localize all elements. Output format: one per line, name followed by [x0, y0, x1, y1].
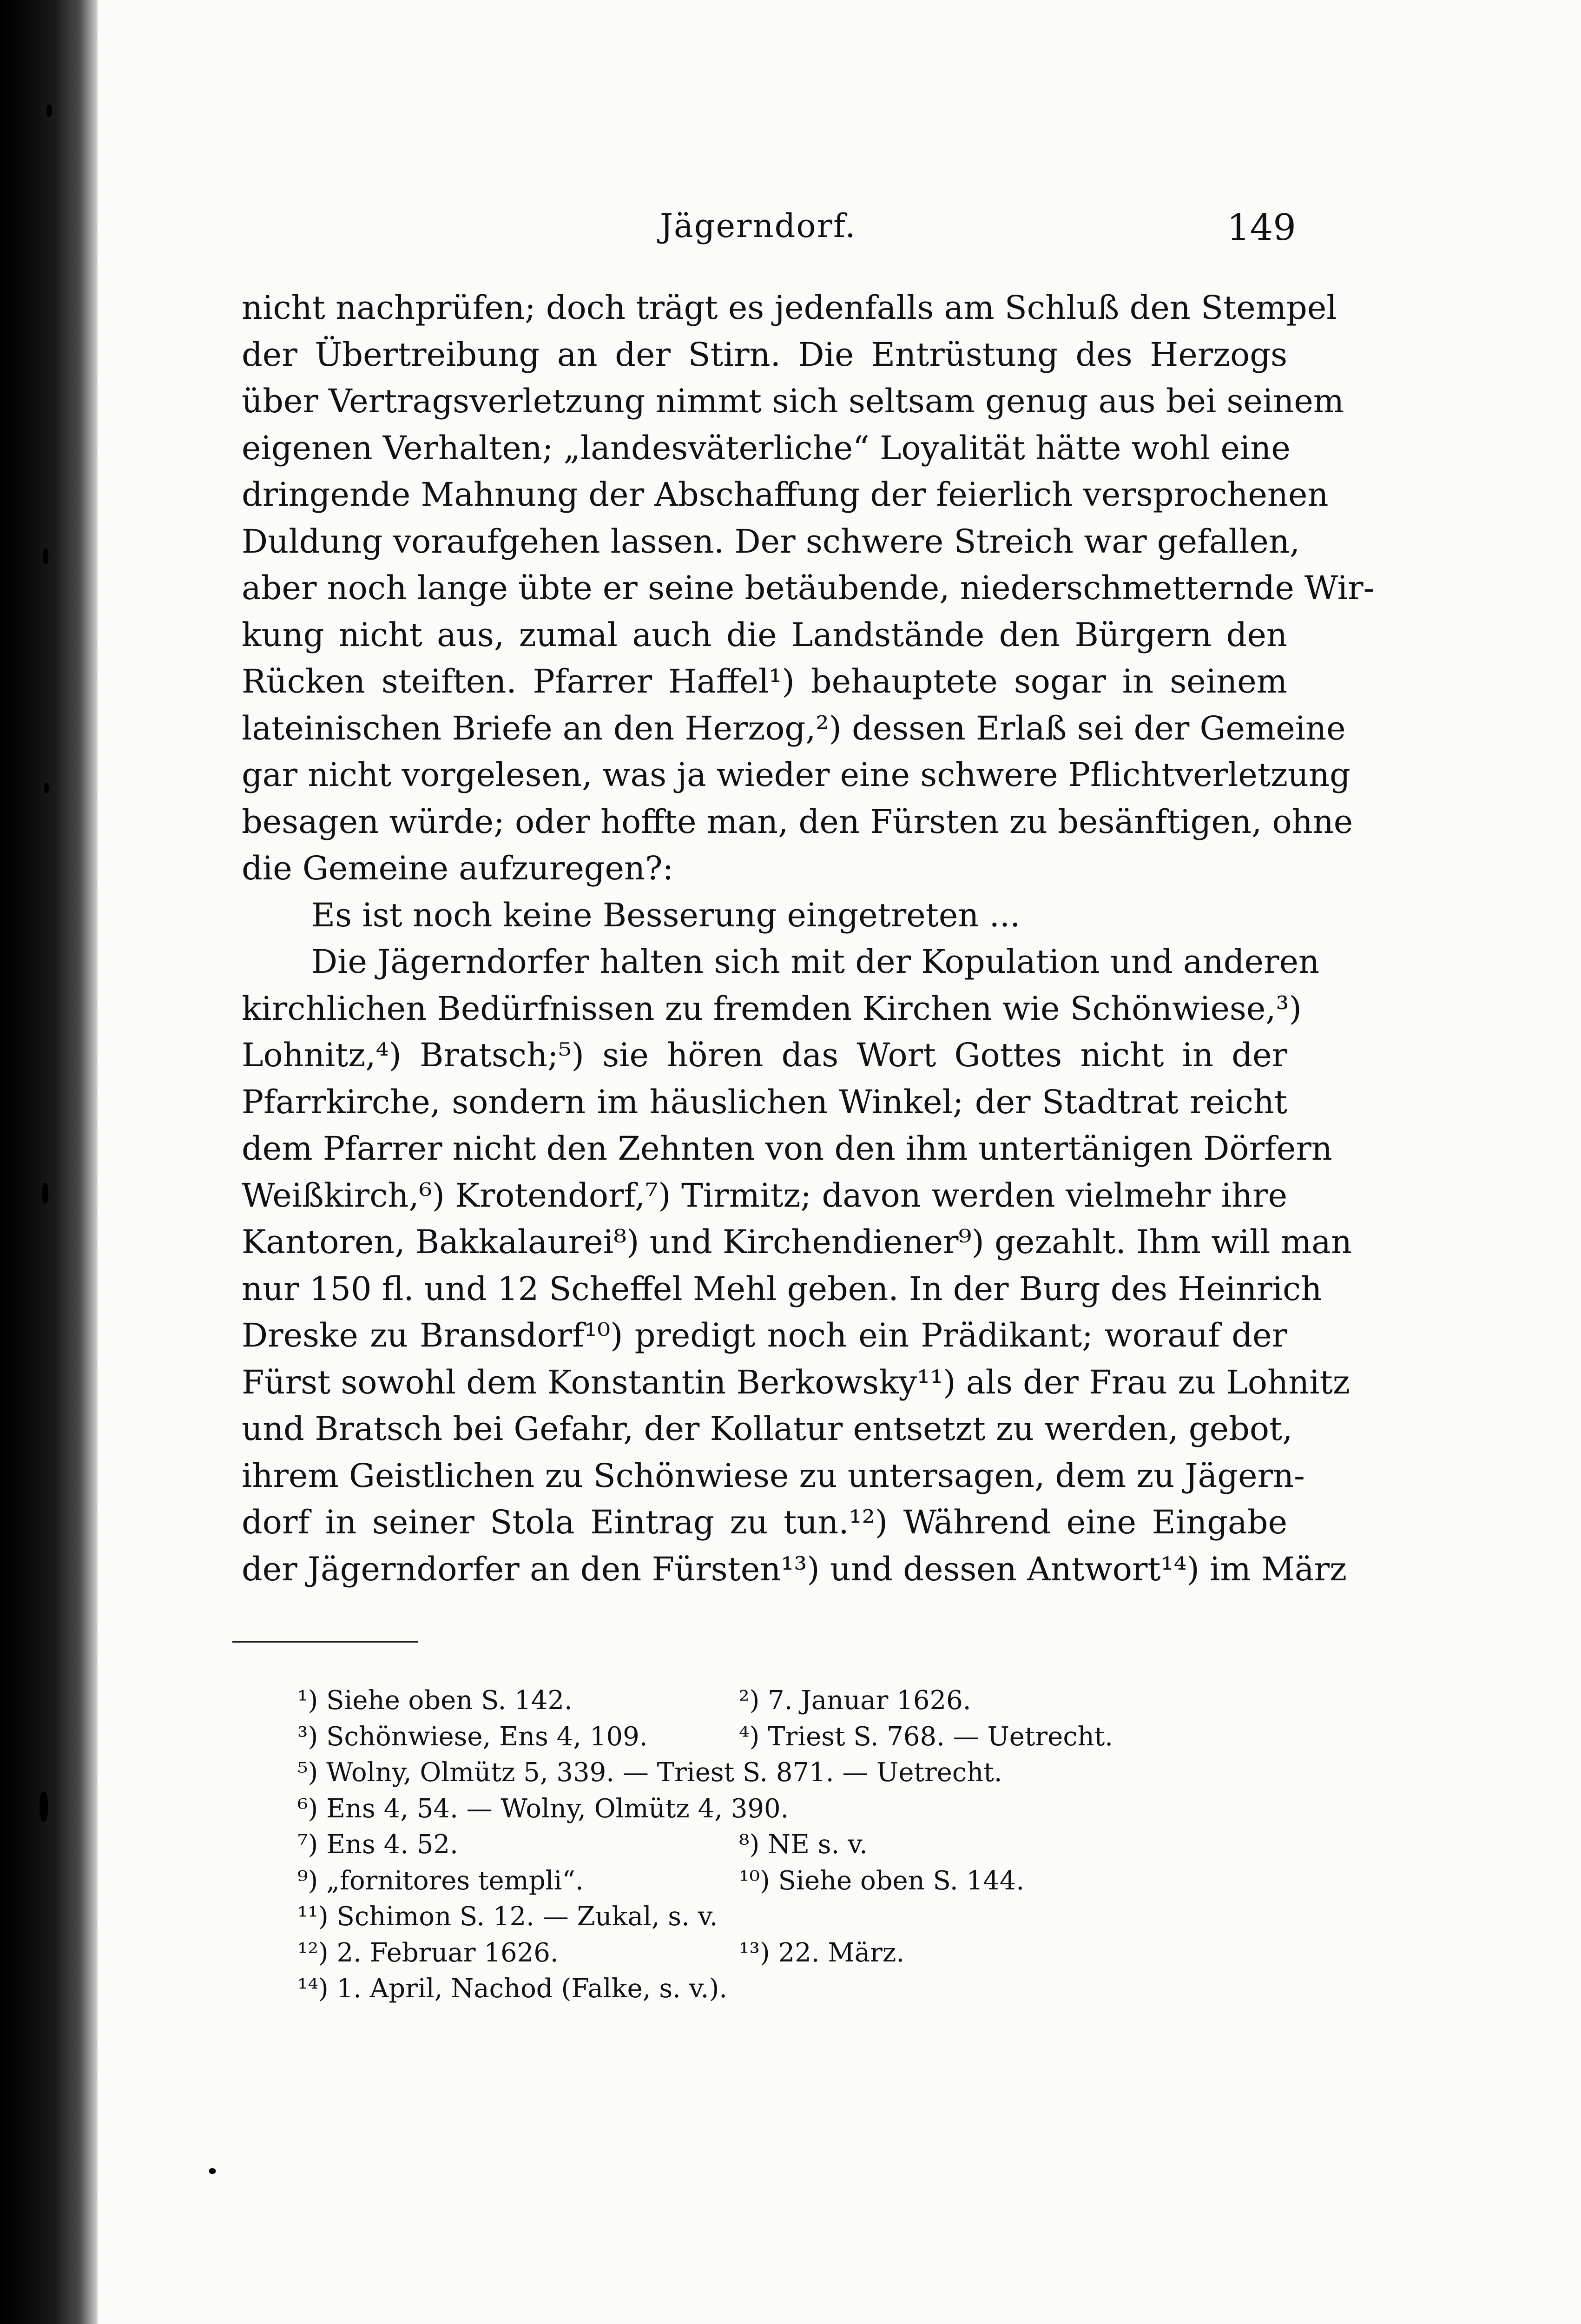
text-line: Rücken steiften. Pfarrer Haffel¹) behauptete sogar in seinem — [242, 662, 1287, 700]
footnote: ¹³) 22. März. — [739, 1937, 905, 1968]
text-line: Lohnitz,⁴) Bratsch;⁵) sie hören das Wort Gottes nicht in der — [242, 1036, 1287, 1074]
scan-dark-edge — [0, 0, 100, 2324]
footnote: ⁷) Ens 4. 52. — [297, 1829, 458, 1860]
scan-speck — [42, 1183, 48, 1203]
text-line: kirchlichen Bedürfnissen zu fremden Kirchen wie Schönwiese,³) — [242, 989, 1302, 1028]
text-line: nicht nachprüfen; doch trägt es jedenfalls am Schluß den Stempel — [242, 289, 1337, 327]
footnote: ¹⁰) Siehe oben S. 144. — [739, 1865, 1025, 1896]
text-line: die Gemeine aufzuregen?: — [242, 849, 674, 887]
scan-speck — [44, 783, 49, 793]
footnote: ¹⁴) 1. April, Nachod (Falke, s. v.). — [297, 1974, 728, 2004]
running-head: Jägerndorf. — [660, 207, 856, 245]
paragraph-start-line: Die Jägerndorfer halten sich mit der Kopulation und anderen — [311, 943, 1320, 981]
text-line: Duldung voraufgehen lassen. Der schwere Streich war gefallen, — [242, 522, 1300, 561]
text-line: ihrem Geistlichen zu Schönwiese zu untersagen, dem zu Jägern- — [242, 1456, 1305, 1495]
footnote: ¹) Siehe oben S. 142. — [297, 1685, 573, 1716]
footnote-row — [297, 1863, 1273, 1899]
text-line: lateinischen Briefe an den Herzog,²) dessen Erlaß sei der Gemeine — [242, 709, 1346, 747]
scan-speck — [40, 1792, 48, 1822]
text-line: dringende Mahnung der Abschaffung der feierlich versprochenen — [242, 475, 1329, 514]
text-line: und Bratsch bei Gefahr, der Kollatur entsetzt zu werden, gebot, — [242, 1410, 1293, 1448]
footnote-row — [297, 1719, 1273, 1755]
text-line: kung nicht aus, zumal auch die Landstände den Bürgern den — [242, 615, 1287, 654]
text-line: dem Pfarrer nicht den Zehnten von den ihm untertänigen Dörfern — [242, 1129, 1332, 1168]
text-line: eigenen Verhalten; „landesväterliche“ Loyalität hätte wohl eine — [242, 429, 1291, 467]
page-number: 149 — [1227, 207, 1296, 249]
footnote-separator — [232, 1641, 418, 1643]
footnote: ¹²) 2. Februar 1626. — [297, 1937, 559, 1968]
scan-speck — [43, 548, 48, 564]
text-line: Fürst sowohl dem Konstantin Berkowsky¹¹) als der Frau zu Lohnitz — [242, 1363, 1350, 1401]
footnote-row — [297, 1791, 1273, 1827]
text-line: besagen würde; oder hoffte man, den Fürsten zu besänftigen, ohne — [242, 802, 1353, 841]
text-line: gar nicht vorgelesen, was ja wieder eine schwere Pflichtverletzung — [242, 756, 1350, 794]
text-line: über Vertragsverletzung nimmt sich seltsam genug aus bei seinem — [242, 382, 1344, 420]
footnote: ⁶) Ens 4, 54. — Wolny, Olmütz 4, 390. — [297, 1793, 789, 1824]
text-line: der Jägerndorfer an den Fürsten¹³) und dessen Antwort¹⁴) im März — [242, 1550, 1347, 1588]
body-text — [242, 284, 1375, 1592]
footnote-row — [297, 1827, 1273, 1863]
text-line: nur 150 fl. und 12 Scheffel Mehl geben. In der Burg des Heinrich — [242, 1269, 1322, 1308]
footnote: ¹¹) Schimon S. 12. — Zukal, s. v. — [297, 1901, 718, 1932]
footnote: ²) 7. Januar 1626. — [739, 1685, 971, 1716]
footnote: ⁵) Wolny, Olmütz 5, 339. — Triest S. 871. — Uetrecht. — [297, 1757, 1002, 1788]
scan-speck — [46, 105, 52, 117]
text-line: aber noch lange übte er seine betäubende, niederschmetternde Wir- — [242, 569, 1375, 607]
footnote: ⁹) „fornitores templi“. — [297, 1865, 584, 1896]
footnote-row — [297, 1899, 1273, 1935]
text-line: Weißkirch,⁶) Krotendorf,⁷) Tirmitz; davon werden vielmehr ihre — [242, 1176, 1287, 1215]
footnote: ³) Schönwiese, Ens 4, 109. — [297, 1721, 648, 1752]
text-line: dorf in seiner Stola Eintrag zu tun.¹²) Während eine Eingabe — [242, 1503, 1287, 1541]
footnote: ⁴) Triest S. 768. — Uetrecht. — [739, 1721, 1113, 1752]
quote-line: Es ist noch keine Besserung eingetreten ... — [311, 896, 1021, 934]
footnote-row — [297, 1755, 1273, 1791]
text-line: Dreske zu Bransdorf¹⁰) predigt noch ein Prädikant; worauf der — [242, 1316, 1287, 1354]
text-line: Pfarrkirche, sondern im häuslichen Winkel; der Stadtrat reicht — [242, 1083, 1287, 1121]
text-line: der Übertreibung an der Stirn. Die Entrüstung des Herzogs — [242, 335, 1287, 374]
footnote-row — [297, 1971, 1273, 2007]
footnotes — [297, 1683, 1273, 2007]
scan-speck — [209, 2168, 216, 2174]
footnote-row — [297, 1935, 1273, 1971]
text-line: Kantoren, Bakkalaurei⁸) und Kirchendiener⁹) gezahlt. Ihm will man — [242, 1223, 1352, 1261]
footnote: ⁸) NE s. v. — [739, 1829, 868, 1860]
footnote-row — [297, 1683, 1273, 1719]
